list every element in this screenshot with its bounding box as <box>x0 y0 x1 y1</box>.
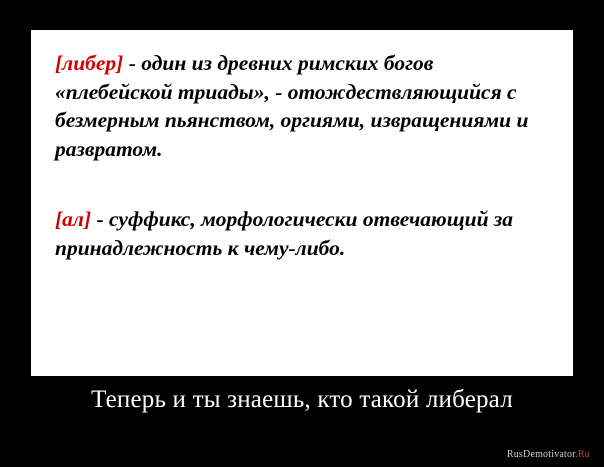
definition-block <box>55 205 551 262</box>
watermark-prefix: RusDemotivator <box>506 449 576 460</box>
definition-card <box>31 30 573 376</box>
poster-caption: Теперь и ты знаешь, кто такой либерал <box>91 386 513 413</box>
definition-keyword: [ал] <box>55 207 92 232</box>
definition-block <box>55 49 551 163</box>
definition-text: - суффикс, морфологически отвечающий за принадлежность к чему-либо. <box>55 207 514 260</box>
definition-text: - один из древних римских богов «плебейской триады», - отождествляющийся с безмерным пьянством, оргиями, извращениями и развратом. <box>55 51 529 161</box>
watermark <box>507 449 590 460</box>
definition-card-body <box>33 32 571 273</box>
definition-keyword: [либер] <box>55 51 124 75</box>
watermark-suffix: .Ru <box>575 449 590 460</box>
